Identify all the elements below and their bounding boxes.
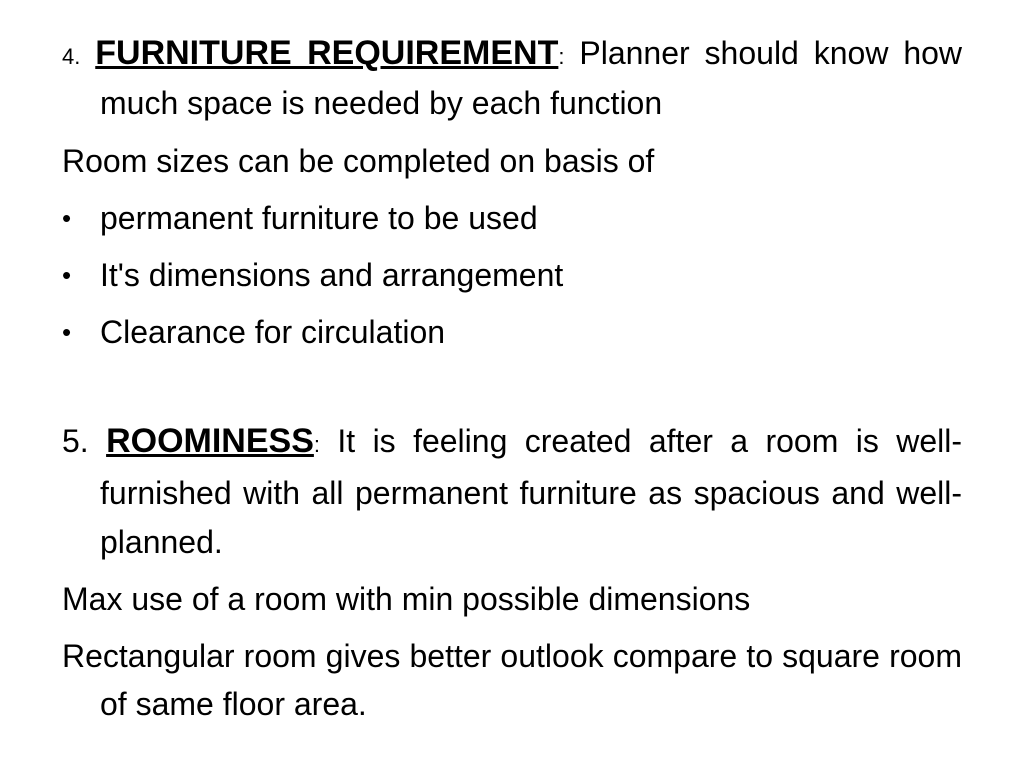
list-item	[62, 190, 962, 247]
list-item	[62, 247, 962, 304]
room-sizes-intro: Room sizes can be completed on basis of	[62, 143, 655, 179]
bullet-list	[62, 190, 962, 361]
section-4-colon: :	[558, 44, 565, 69]
list-item-text: Clearance for circulation	[100, 314, 446, 350]
spacer	[62, 361, 962, 417]
section-5-number: 5.	[62, 423, 89, 459]
bullet-icon: •	[62, 203, 72, 233]
bullet-icon: •	[62, 317, 72, 347]
list-item-text: It's dimensions and arrangement	[100, 257, 564, 293]
section-4-number: 4.	[62, 44, 81, 69]
slide-content	[62, 30, 962, 728]
section-4-text: Planner should know how much space is needed by each function	[100, 35, 963, 121]
max-use-line: Max use of a room with min possible dimensions	[62, 581, 751, 617]
list-item-text: permanent furniture to be used	[100, 200, 538, 236]
section-5-heading: ROOMINESS	[106, 422, 314, 460]
list-item	[62, 304, 962, 361]
bullet-icon: •	[62, 260, 72, 290]
section-5-colon: :	[313, 432, 321, 457]
section-4-heading: FURNITURE REQUIREMENT	[95, 34, 559, 72]
section-5-text: It is feeling created after a room is well- furnished with all permanent furniture as spacious and well- planned.	[100, 423, 963, 560]
section-4-paragraph	[62, 30, 962, 127]
rectangular-room-line: Rectangular room gives better outlook compare to square room of same floor area.	[62, 638, 962, 722]
section-5-paragraph	[62, 417, 962, 567]
